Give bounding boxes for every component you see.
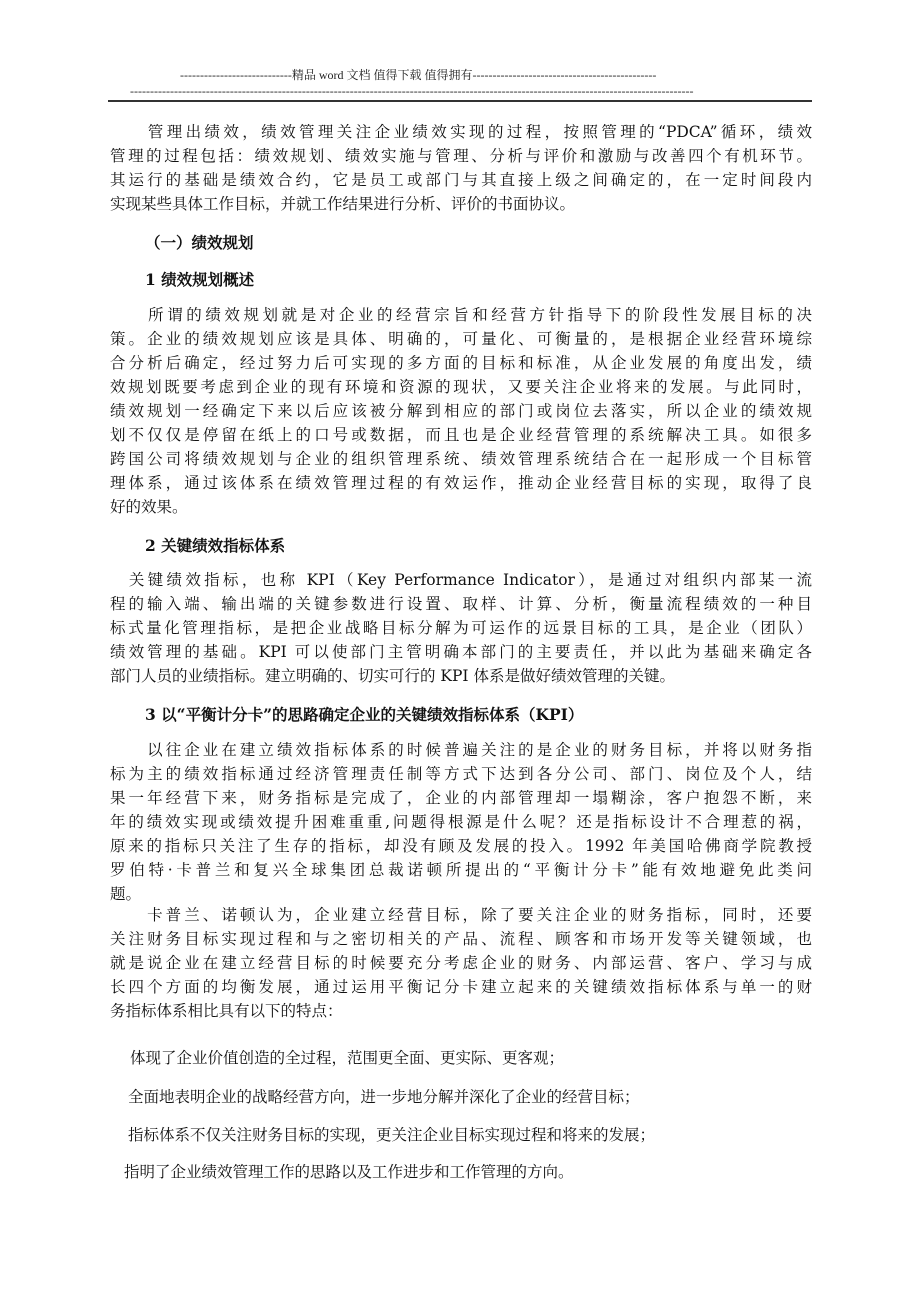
list-item: 体现了企业价值创造的全过程，范围更全面、更实际、更客观； [130,1049,565,1067]
text-line: 实现某些具体工作目标，并就工作结果进行分析、评价的书面协议。 [110,195,576,213]
text-line: 题。 [110,885,142,903]
text-line: 绩效管理的基础。KPI 可以使部门主管明确本部门的主要责任，并以此为基础来确定各 [110,643,812,661]
list-item: 全面地表明企业的战略经营方向，进一步地分解并深化了企业的经营目标； [128,1088,640,1106]
text-line: 原来的指标只关注了生存的指标，却没有顾及发展的投入。1992 年美国哈佛商学院教授 [110,837,812,855]
subheading-1: 1 绩效规划概述 [145,270,255,289]
subheading-3: 3 以“平衡计分卡”的思路确定企业的关键绩效指标体系（KPI） [145,705,584,724]
paragraph-bsc-history [110,738,812,906]
text-line: 罗伯特·卡普兰和复兴全球集团总裁诺顿所提出的“平衡计分卡”能有效地避免此类问 [110,861,812,879]
text-line: 绩效规划一经确定下来以后应该被分解到相应的部门或岗位去落实，所以企业的绩效规 [110,402,812,420]
header-dashes: --------------------------------------------------------------------------------------------------------------------------------------------- [130,84,694,98]
text-line: 理体系，通过该体系在绩效管理过程的有效运作，推动企业经营目标的实现，取得了良 [110,474,812,492]
text-line: 管理的过程包括：绩效规划、绩效实施与管理、分析与评价和激励与改善四个有机环节。 [110,147,812,165]
text-line: 标式量化管理指标，是把企业战略目标分解为可运作的远景目标的工具，是企业（团队） [110,619,812,637]
section-heading-1: （一）绩效规划 [145,233,254,252]
text-line: 所谓的绩效规划就是对企业的经营宗旨和经营方针指导下的阶段性发展目标的决 [110,306,812,324]
paragraph-kpi [110,568,812,688]
list-item: 指标体系不仅关注财务目标的实现，更关注企业目标实现过程和将来的发展； [128,1126,656,1144]
subheading-2: 2 关键绩效指标体系 [145,536,286,555]
text-line: 务指标体系相比具有以下的特点： [110,1002,343,1020]
text-line: 其运行的基础是绩效合约，它是员工或部门与其直接上级之间确定的，在一定时间段内 [110,171,812,189]
text-line: 部门人员的业绩指标。建立明确的、切实可行的 KPI 体系是做好绩效管理的关键。 [110,667,675,685]
text-line: 跨国公司将绩效规划与企业的组织管理系统、绩效管理系统结合在一起形成一个目标管 [110,450,812,468]
text-line: 程的输入端、输出端的关键参数进行设置、取样、计算、分析，衡量流程绩效的一种目 [110,595,812,613]
paragraph-intro [110,120,812,216]
text-line: 划不仅仅是停留在纸上的口号或数据，而且也是企业经营管理的系统解决工具。如很多 [110,426,812,444]
header-banner: ----------------------------精品 word 文档 值得下载 值得拥有---------------------------------------------- [180,68,657,82]
text-line: 管理出绩效，绩效管理关注企业绩效实现的过程，按照管理的“PDCA”循环，绩效 [110,123,812,141]
text-line: 年的绩效实现或绩效提升困难重重,问题得根源是什么呢？还是指标设计不合理惹的祸， [110,813,812,831]
text-line: 就是说企业在建立经营目标的时候要充分考虑企业的财务、内部运营、客户、学习与成 [110,954,812,972]
text-line: 标为主的绩效指标通过经济管理责任制等方式下达到各分公司、部门、岗位及个人，结 [110,765,812,783]
text-line: 以往企业在建立绩效指标体系的时候普遍关注的是企业的财务目标，并将以财务指 [110,741,812,759]
paragraph-bsc-features [110,903,812,1023]
text-line: 效规划既要考虑到企业的现有环境和资源的现状，又要关注企业将来的发展。与此同时， [110,378,812,396]
list-item: 指明了企业绩效管理工作的思路以及工作进步和工作管理的方向。 [124,1163,574,1181]
paragraph-planning [110,303,812,519]
header-rule [108,100,812,102]
text-line: 好的效果。 [110,498,188,516]
text-line: 关键绩效指标，也称 KPI（Key Performance Indicator），是通过对组织内部某一流 [110,571,812,589]
text-line: 策。企业的绩效规划应该是具体、明确的，可量化、可衡量的，是根据企业经营环境综 [110,330,812,348]
text-line: 合分析后确定，经过努力后可实现的多方面的目标和标准，从企业发展的角度出发，绩 [110,354,812,372]
text-line: 果一年经营下来，财务指标是完成了，企业的内部管理却一塌糊涂，客户抱怨不断，来 [110,789,812,807]
text-line: 长四个方面的均衡发展，通过运用平衡记分卡建立起来的关键绩效指标体系与单一的财 [110,978,812,996]
text-line: 关注财务目标实现过程和与之密切相关的产品、流程、顾客和市场开发等关键领域，也 [110,930,812,948]
text-line: 卡普兰、诺顿认为，企业建立经营目标，除了要关注企业的财务指标，同时，还要 [110,906,812,924]
